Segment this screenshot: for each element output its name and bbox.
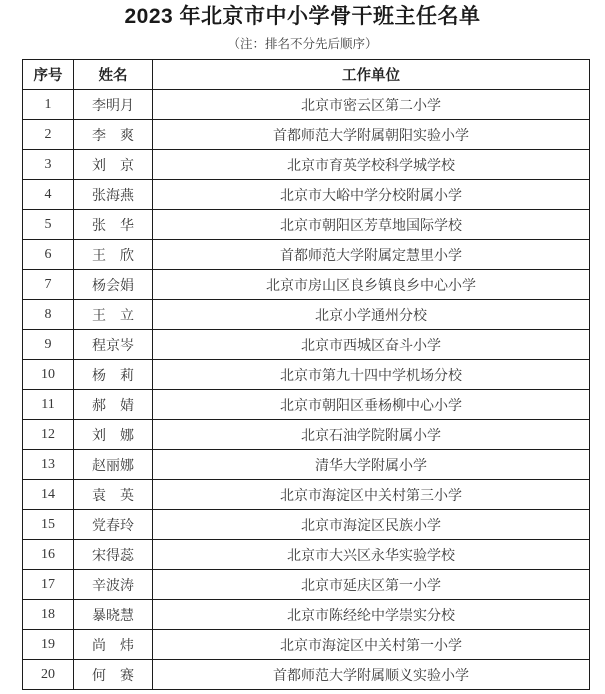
- work-unit-cell: 北京市育英学校科学城学校: [153, 150, 590, 180]
- name-cell: 宋得蕊: [74, 540, 153, 570]
- table-row: [23, 420, 590, 450]
- name-cell: 张海燕: [74, 180, 153, 210]
- index-cell: 14: [23, 480, 74, 510]
- table-row: [23, 450, 590, 480]
- work-unit-cell: 首都师范大学附属定慧里小学: [153, 240, 590, 270]
- index-cell: 15: [23, 510, 74, 540]
- index-cell: 13: [23, 450, 74, 480]
- table-header: [23, 60, 590, 90]
- work-unit-cell: 北京市海淀区民族小学: [153, 510, 590, 540]
- name-cell: 刘 娜: [74, 420, 153, 450]
- index-cell: 16: [23, 540, 74, 570]
- name-cell: 程京岑: [74, 330, 153, 360]
- index-cell: 11: [23, 390, 74, 420]
- table-row: [23, 360, 590, 390]
- roster-table: [22, 59, 590, 690]
- ranking-note: （注：排名不分先后顺序）: [227, 37, 378, 51]
- name-cell: 王 立: [74, 300, 153, 330]
- document-page: [0, 2, 605, 690]
- table-row: [23, 330, 590, 360]
- header-row: [23, 60, 590, 90]
- name-cell: 赵丽娜: [74, 450, 153, 480]
- work-unit-cell: 北京石油学院附属小学: [153, 420, 590, 450]
- name-cell: 杨 莉: [74, 360, 153, 390]
- table-row: [23, 210, 590, 240]
- index-cell: 6: [23, 240, 74, 270]
- name-cell: 暴晓慧: [74, 600, 153, 630]
- index-cell: 4: [23, 180, 74, 210]
- col-header-work-unit: 工作单位: [153, 60, 590, 90]
- work-unit-cell: 北京市海淀区中关村第三小学: [153, 480, 590, 510]
- name-cell: 辛波涛: [74, 570, 153, 600]
- work-unit-cell: 北京市西城区奋斗小学: [153, 330, 590, 360]
- work-unit-cell: 北京市第九十四中学机场分校: [153, 360, 590, 390]
- table-row: [23, 390, 590, 420]
- work-unit-cell: 北京市延庆区第一小学: [153, 570, 590, 600]
- index-cell: 10: [23, 360, 74, 390]
- table-row: [23, 630, 590, 660]
- table-row: [23, 240, 590, 270]
- index-cell: 12: [23, 420, 74, 450]
- table-row: [23, 480, 590, 510]
- name-cell: 党春玲: [74, 510, 153, 540]
- table-body: [23, 90, 590, 690]
- work-unit-cell: 北京市朝阳区垂杨柳中心小学: [153, 390, 590, 420]
- table-row: [23, 570, 590, 600]
- work-unit-cell: 首都师范大学附属顺义实验小学: [153, 660, 590, 690]
- table-row: [23, 180, 590, 210]
- name-cell: 杨会娟: [74, 270, 153, 300]
- index-cell: 7: [23, 270, 74, 300]
- table-row: [23, 300, 590, 330]
- name-cell: 何 赛: [74, 660, 153, 690]
- index-cell: 8: [23, 300, 74, 330]
- table-row: [23, 540, 590, 570]
- name-cell: 尚 炜: [74, 630, 153, 660]
- table-row: [23, 270, 590, 300]
- index-cell: 20: [23, 660, 74, 690]
- table-row: [23, 600, 590, 630]
- work-unit-cell: 北京市房山区良乡镇良乡中心小学: [153, 270, 590, 300]
- work-unit-cell: 北京小学通州分校: [153, 300, 590, 330]
- index-cell: 9: [23, 330, 74, 360]
- index-cell: 19: [23, 630, 74, 660]
- name-cell: 王 欣: [74, 240, 153, 270]
- table-row: [23, 660, 590, 690]
- index-cell: 3: [23, 150, 74, 180]
- work-unit-cell: 首都师范大学附属朝阳实验小学: [153, 120, 590, 150]
- table-row: [23, 120, 590, 150]
- work-unit-cell: 北京市朝阳区芳草地国际学校: [153, 210, 590, 240]
- name-cell: 李 爽: [74, 120, 153, 150]
- index-cell: 5: [23, 210, 74, 240]
- name-cell: 李明月: [74, 90, 153, 120]
- work-unit-cell: 北京市陈经纶中学崇实分校: [153, 600, 590, 630]
- name-cell: 郝 婧: [74, 390, 153, 420]
- col-header-name: 姓名: [74, 60, 153, 90]
- work-unit-cell: 北京市大兴区永华实验学校: [153, 540, 590, 570]
- index-cell: 2: [23, 120, 74, 150]
- name-cell: 刘 京: [74, 150, 153, 180]
- work-unit-cell: 北京市密云区第二小学: [153, 90, 590, 120]
- work-unit-cell: 北京市海淀区中关村第一小学: [153, 630, 590, 660]
- table-row: [23, 150, 590, 180]
- name-cell: 张 华: [74, 210, 153, 240]
- index-cell: 18: [23, 600, 74, 630]
- name-cell: 袁 英: [74, 480, 153, 510]
- work-unit-cell: 清华大学附属小学: [153, 450, 590, 480]
- index-cell: 1: [23, 90, 74, 120]
- col-header-index: 序号: [23, 60, 74, 90]
- index-cell: 17: [23, 570, 74, 600]
- page-title: 2023 年北京市中小学骨干班主任名单: [124, 5, 481, 28]
- table-row: [23, 90, 590, 120]
- work-unit-cell: 北京市大峪中学分校附属小学: [153, 180, 590, 210]
- table-row: [23, 510, 590, 540]
